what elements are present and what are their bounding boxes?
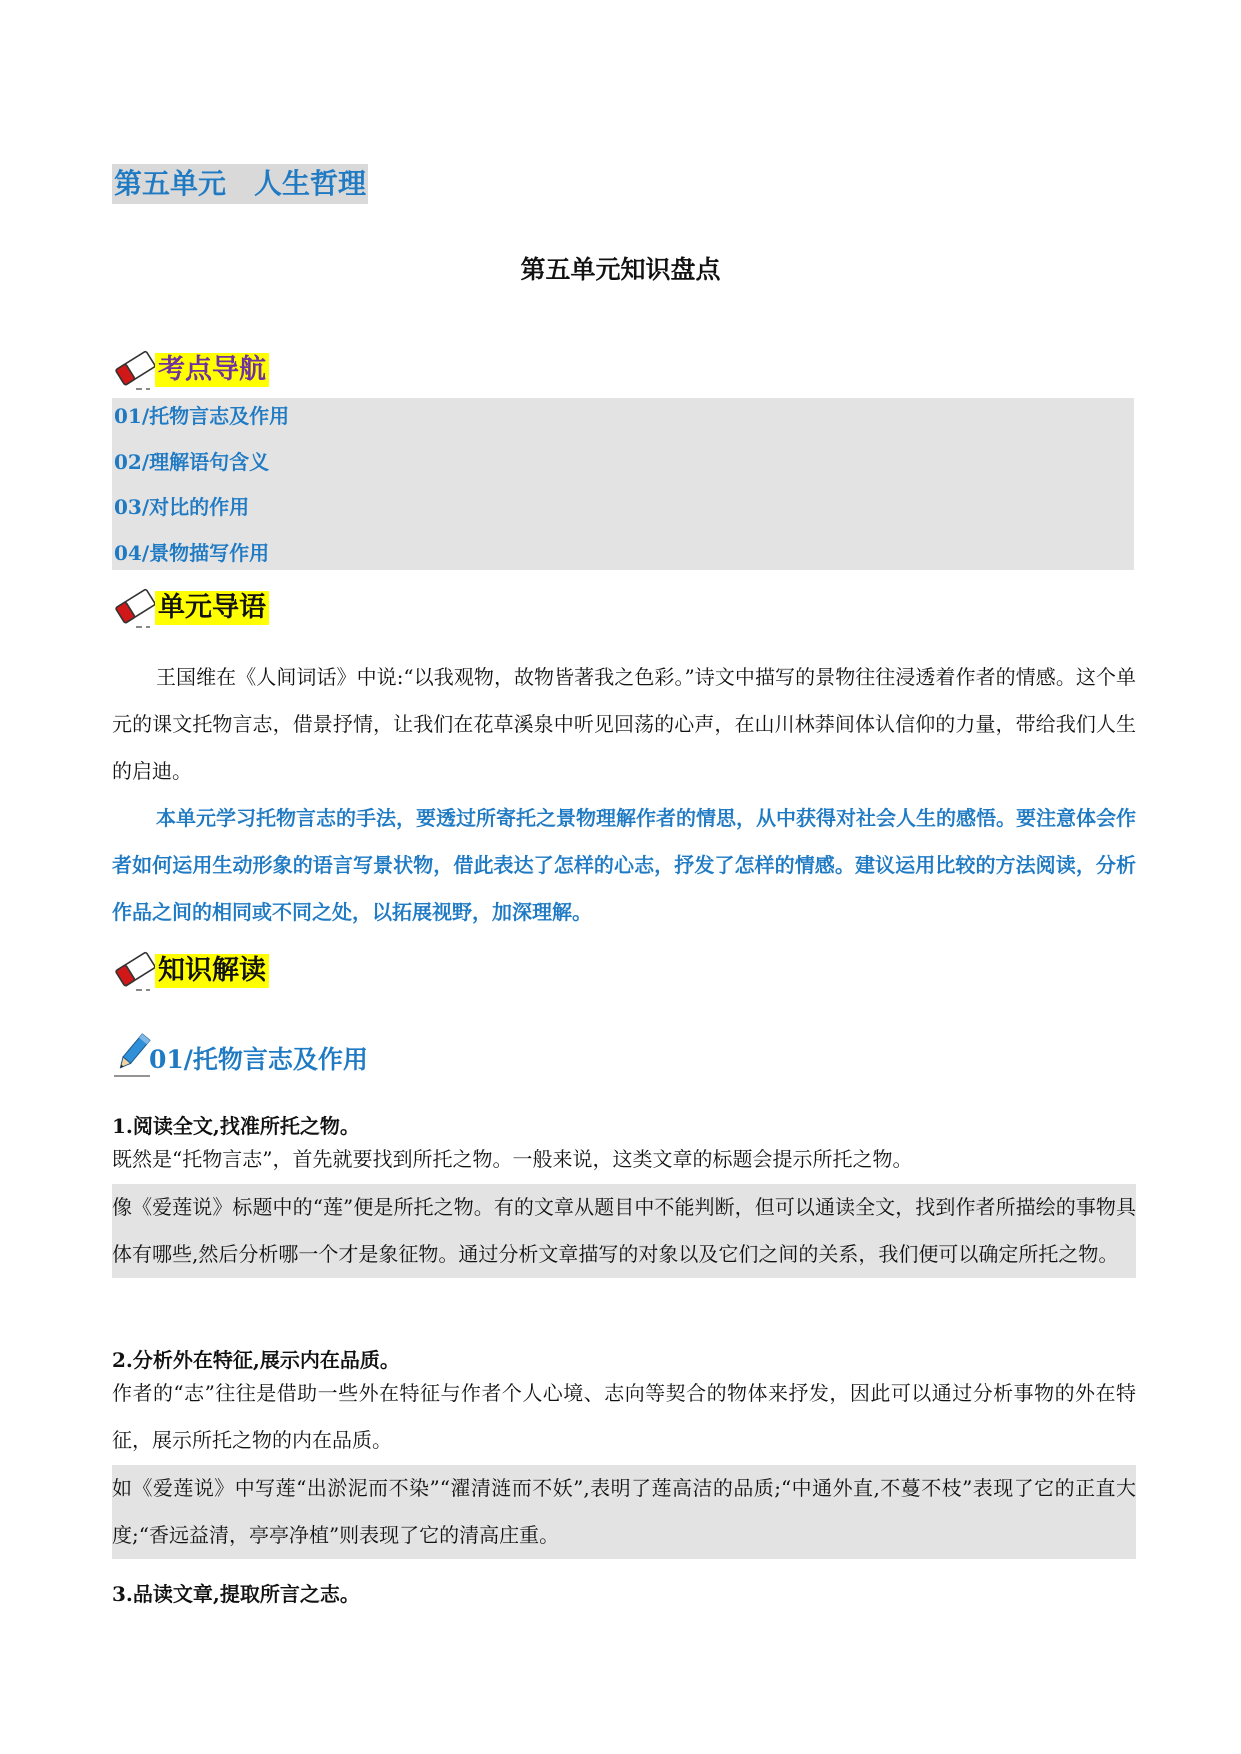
nav-list — [112, 398, 1134, 570]
pencil-icon — [112, 1030, 152, 1080]
step-3-heading: 3.品读文章,提取所言之志。 — [112, 1582, 360, 1606]
intro-paragraph-2: 本单元学习托物言志的手法，要透过所寄托之景物理解作者的情思，从中获得对社会人生的感悟。要注意体会作者如何运用生动形象的语言写景状物，借此表达了怎样的心志，抒发了怎样的情感。建议运用比较的方法阅读，分析作品之间的相同或不同之处，以拓展视野，加深理解。 — [112, 806, 1136, 924]
document-title: 第五单元知识盘点 — [520, 255, 721, 284]
step-2-heading: 2.分析外在特征,展示内在品质。 — [112, 1348, 400, 1372]
knowledge-point-title: 01/托物言志及作用 — [149, 1045, 368, 1074]
unit-title: 第五单元 人生哲理 — [112, 164, 368, 204]
intro-paragraph-1: 王国维在《人间词话》中说:“以我观物，故物皆著我之色彩。”诗文中描写的景物往往浸透着作者的情感。这个单元的课文托物言志，借景抒情，让我们在花草溪泉中听见回荡的心声，在山川林莽间体认信仰的力量，带给我们人生的启迪。 — [112, 665, 1136, 783]
step-1-heading: 1.阅读全文,找准所托之物。 — [112, 1114, 360, 1138]
section-knowledge-title: 知识解读 — [155, 954, 269, 988]
step-1-text: 既然是“托物言志”，首先就要找到所托之物。一般来说，这类文章的标题会提示所托之物。 — [112, 1147, 913, 1171]
nav-item[interactable]: 04/景物描写作用 — [114, 541, 270, 565]
step-2-text: 作者的“志”往往是借助一些外在特征与作者个人心境、志向等契合的物体来抒发，因此可以通过分析事物的外在特征，展示所托之物的内在品质。 — [112, 1381, 1136, 1452]
section-intro-title: 单元导语 — [155, 591, 269, 625]
section-nav-title: 考点导航 — [155, 353, 269, 387]
step-1-example: 像《爱莲说》标题中的“莲”便是所托之物。有的文章从题目中不能判断，但可以通读全文，找到作者所描绘的事物具体有哪些,然后分析哪一个才是象征物。通过分析文章描写的对象以及它们之间的关系，我们便可以确定所托之物。 — [112, 1184, 1136, 1278]
knowledge-point-heading — [112, 1030, 512, 1086]
nav-item[interactable]: 03/对比的作用 — [114, 495, 250, 519]
nav-item[interactable]: 02/理解语句含义 — [114, 450, 270, 474]
nav-item[interactable]: 01/托物言志及作用 — [114, 404, 290, 428]
step-2-example: 如《爱莲说》中写莲“出淤泥而不染”“濯清涟而不妖”,表明了莲高洁的品质;“中通外直,不蔓不枝”表现了它的正直大度;“香远益清，亭亭净植”则表现了它的清高庄重。 — [112, 1465, 1136, 1559]
